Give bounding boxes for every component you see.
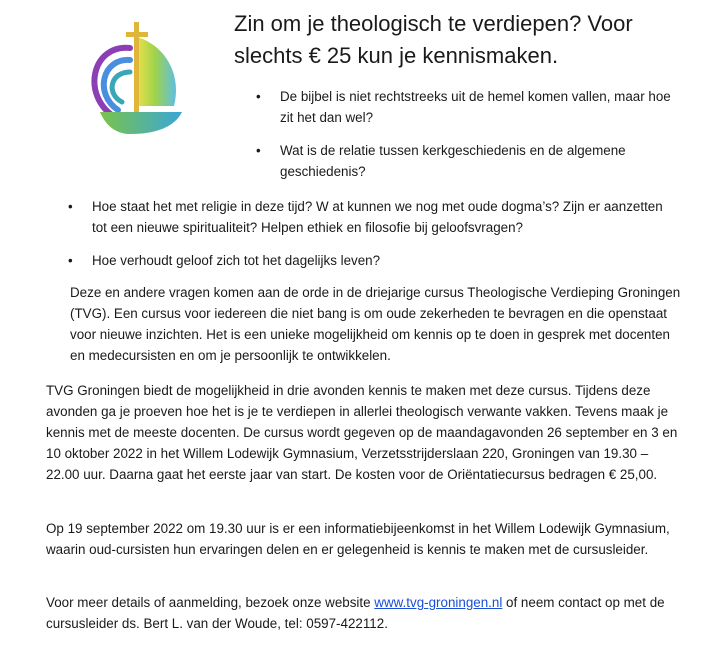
meeting-paragraph: Op 19 september 2022 om 19.30 uur is er een informatiebijeenkomst in het Willem Lodewijk Gymnasium, waarin oud-cursisten hun ervaringen delen en er gelegenheid is kennis te maken met de cursusleider. <box>46 521 670 557</box>
bullet-item <box>68 250 678 271</box>
bullet-dot: • <box>256 89 261 104</box>
hull-shape <box>100 112 182 134</box>
bullet-dot: • <box>68 199 73 214</box>
bullet-text: De bijbel is niet rechtstreeks uit de hemel komen vallen, maar hoe zit het dan wel? <box>280 89 671 125</box>
bullet-dot: • <box>68 253 73 268</box>
bullet-text: Hoe staat het met religie in deze tijd? W at kunnen we nog met oude dogma’s? Zijn er aanzetten tot een nieuwe spiritualiteit? Helpen ethiek en filosofie bij geloofsvragen? <box>92 199 663 235</box>
contact-text-after: of neem contact op met de cursusleider ds. Bert L. van der Woude, tel: 0597-422112. <box>46 595 665 631</box>
bullet-item <box>68 196 678 238</box>
tvg-logo <box>70 14 200 144</box>
bullet-text: Wat is de relatie tussen kerkgeschiedenis en de algemene geschiedenis? <box>280 143 626 179</box>
sail-shape <box>134 36 176 106</box>
page-headline: Zin om je theologisch te verdiepen? Voor slechts € 25 kun je kennismaken. <box>234 11 633 68</box>
bullet-text: Hoe verhoudt geloof zich tot het dagelijks leven? <box>92 253 381 268</box>
arc-blue <box>104 60 130 110</box>
intro-paragraph: Deze en andere vragen komen aan de orde in de driejarige cursus Theologische Verdieping Groningen (TVG). Een cursus voor iedereen die niet bang is om oude zekerheden te bevragen en die openstaat voor nieuwe inzichten. Het is een unieke mogelijkheid om kennis op te doen in gesprek met docenten en medecursisten en om je persoonlijk te ontwikkelen. <box>70 285 681 363</box>
arc-teal <box>112 72 130 102</box>
cross-horizontal <box>126 32 148 37</box>
contact-paragraph <box>46 592 682 634</box>
bullet-item <box>256 140 680 182</box>
bullet-dot: • <box>256 143 261 158</box>
info-paragraph: TVG Groningen biedt de mogelijkheid in drie avonden kennis te maken met deze cursus. Tijdens deze avonden ga je proeven hoe het is je te verdiepen in allerlei theologisch verwante vakken. Tevens maak je kennis met de meeste docenten. De cursus wordt gegeven op de maandagavonden 26 september en 3 en 10 oktober 2022 in het Willem Lodewijk Gymnasium, Verzetsstrijderslaan 220, Groningen van 19.30 – 22.00 uur. Daarna gaat het eerste jaar van start. De kosten voor de Oriëntatiecursus bedragen € 25,00. <box>46 383 678 482</box>
website-link[interactable]: www.tvg-groningen.nl <box>374 595 503 610</box>
contact-text-before: Voor meer details of aanmelding, bezoek onze website <box>46 595 375 610</box>
bullet-item <box>256 86 680 128</box>
